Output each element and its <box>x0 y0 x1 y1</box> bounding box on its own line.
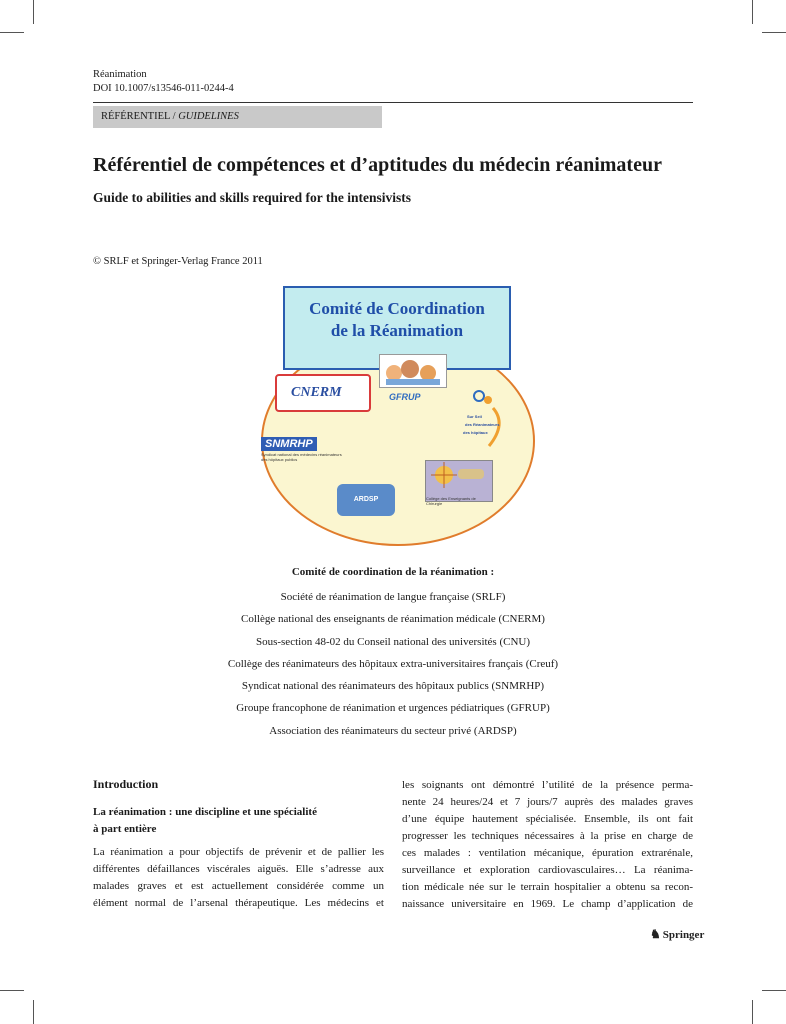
gfrup-logo-image <box>379 354 447 388</box>
paragraph-line: différentes défaillances viscérales aiguës. Elle s’adresse aux <box>93 863 384 875</box>
committee-member: Sous-section 48-02 du Conseil national des universités (CNU) <box>255 635 531 648</box>
crop-mark <box>762 32 786 33</box>
crop-mark <box>752 0 753 24</box>
publisher-logo <box>650 927 704 942</box>
snmrhp-logo <box>261 434 343 470</box>
right-column <box>402 777 693 913</box>
svg-text:des hôpitaux: des hôpitaux <box>463 430 488 435</box>
creuf-logo <box>463 388 511 448</box>
article-title: Référentiel de compétences et d’aptitudes du médecin réanimateur <box>93 154 662 176</box>
paragraph-line: malades graves et est actuellement considérée comme un <box>93 880 384 892</box>
subsection-heading-line: La réanimation : une discipline et une spécialité <box>93 806 317 818</box>
left-column <box>93 777 384 912</box>
cnerm-logo: CNERM <box>275 374 371 412</box>
paragraph-line: les soignants ont démontré l’utilité de la présence perma- <box>402 779 693 791</box>
committee-list <box>93 566 693 742</box>
committee-member: Collège national des enseignants de réanimation médicale (CNERM) <box>241 613 545 626</box>
section-heading: Introduction <box>93 777 159 791</box>
paragraph <box>402 777 693 913</box>
gfrup-label: GFRUP <box>389 392 421 402</box>
paragraph <box>93 844 384 912</box>
publisher-name: Springer <box>662 929 705 941</box>
crop-mark <box>0 990 24 991</box>
svg-text:des Réanimateurs: des Réanimateurs <box>465 422 500 427</box>
header-rule <box>93 102 693 103</box>
copyright: © SRLF et Springer-Verlag France 2011 <box>93 256 263 267</box>
paragraph-line: progresser les techniques nécessaires à la prise en charge de <box>402 830 693 842</box>
paragraph-line: La réanimation a pour objectifs de prévenir et de pallier les <box>93 846 384 858</box>
paragraph-line: d’une équipe hautement spécialisée. Ensemble, ils ont fait <box>402 813 693 825</box>
snmrhp-label: SNMRHP <box>261 437 317 451</box>
subsection-heading <box>93 804 384 838</box>
article-subtitle: Guide to abilities and skills required for the intensivists <box>93 190 412 205</box>
cnu-logo <box>425 460 493 506</box>
crop-mark <box>33 0 34 24</box>
journal-meta <box>93 68 234 96</box>
paragraph-line: nente 24 heures/24 et 7 jours/7 auprès des malades graves <box>402 796 693 808</box>
crop-mark <box>752 1000 753 1024</box>
figure-title-line-1: Comité de Coordination <box>309 299 485 318</box>
section-fr: RÉFÉRENTIEL / <box>101 111 179 122</box>
committee-member: Association des réanimateurs du secteur privé (ARDSP) <box>269 724 517 737</box>
crop-mark <box>762 990 786 991</box>
paragraph-line: naissance universitaire en 1969. Le champ d’application de <box>402 898 693 910</box>
journal-name: Réanimation <box>93 69 147 80</box>
crop-mark <box>0 32 24 33</box>
paragraph-line: tion médicale née sur le terrain hospitalier a obtenu sa recon- <box>402 881 693 893</box>
committee-member: Société de réanimation de langue française (SRLF) <box>280 591 506 603</box>
cnu-caption: Collège des Enseignants de Chirurgie <box>426 496 476 506</box>
ardsp-logo: ARDSP <box>337 484 395 516</box>
springer-horse-icon: ♞ <box>650 927 661 941</box>
svg-text:Sur Seil: Sur Seil <box>467 414 482 419</box>
section-band <box>93 106 382 128</box>
snmrhp-subtitle: Syndicat national des médecins réanimateurs des hôpitaux publics <box>261 452 342 462</box>
section-en: GUIDELINES <box>178 111 239 122</box>
figure-title-line-2: de la Réanimation <box>330 321 464 340</box>
paragraph-line: élément normal de l’arsenal thérapeutique. Les médecins et <box>93 897 384 909</box>
doi: DOI 10.1007/s13546-011-0244-4 <box>93 83 234 94</box>
committee-member: Groupe francophone de réanimation et urgences pédiatriques (GFRUP) <box>236 702 550 715</box>
committee-member: Syndicat national des réanimateurs des hôpitaux publics (SNMRHP) <box>241 680 545 693</box>
committee-member: Collège des réanimateurs des hôpitaux extra-universitaires français (Creuf) <box>227 657 559 670</box>
crop-mark <box>33 1000 34 1024</box>
committee-title: Comité de coordination de la réanimation : <box>291 566 495 578</box>
paragraph-line: surveillance et exploration cardiovasculaires… La réanima- <box>402 864 693 876</box>
subsection-heading-line: à part entière <box>93 823 157 835</box>
committee-figure <box>255 286 545 546</box>
paragraph-line: ces malades : ventilation mécanique, épuration extrarénale, <box>402 847 693 859</box>
